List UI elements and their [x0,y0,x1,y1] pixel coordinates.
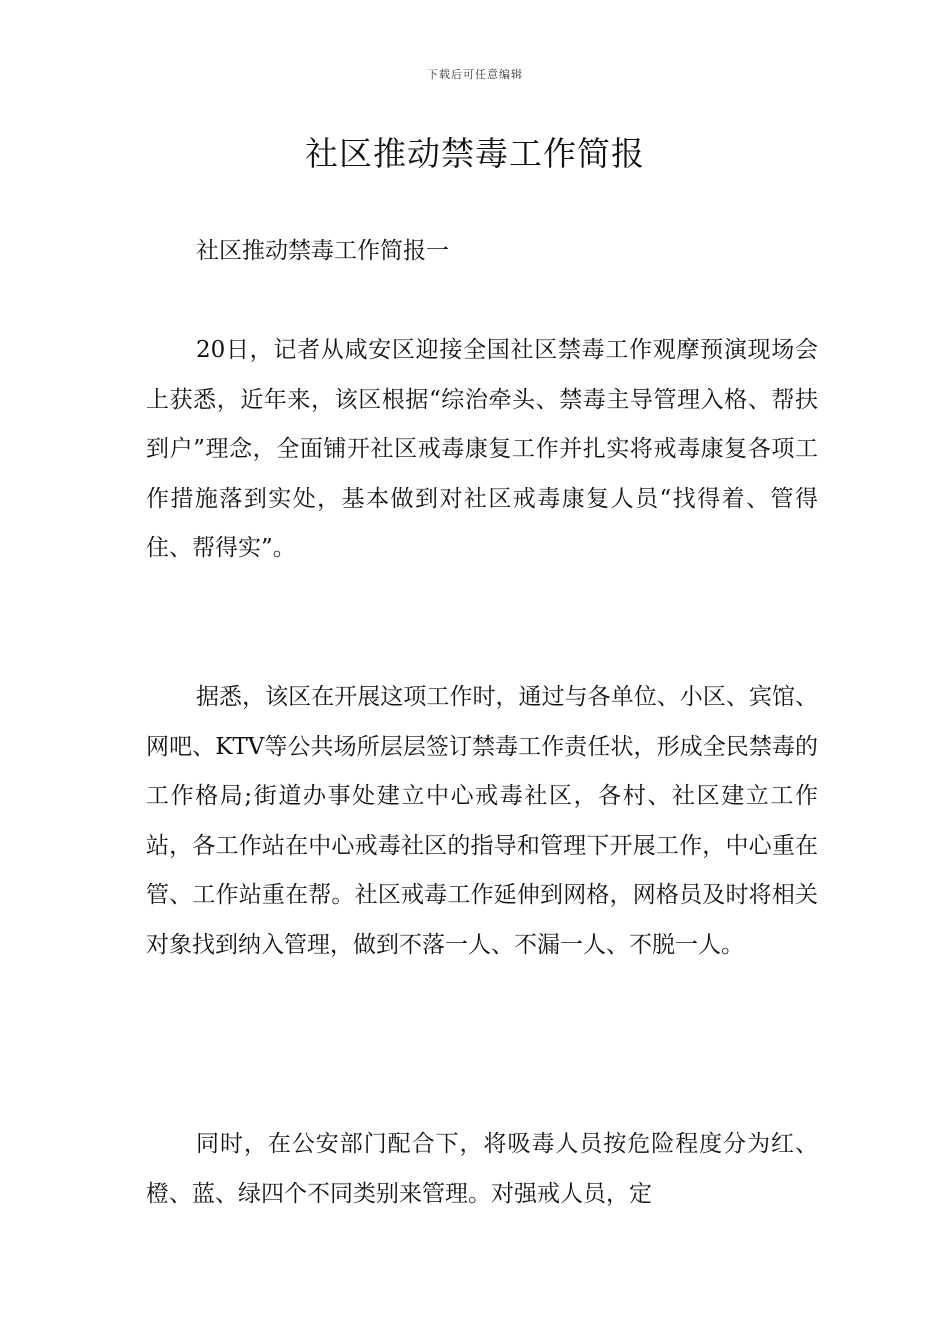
document-title: 社区推动禁毒工作简报 [305,134,645,173]
document-subtitle: 社区推动禁毒工作简报一 [196,238,449,264]
paragraph-2: 据悉，该区在开展这项工作时，通过与各单位、小区、宾馆、网吧、KTV等公共场所层层签订禁毒工作责任状，形成全民禁毒的工作格局;街道办事处建立中心戒毒社区，各村、社区建立工作站，各工作站在中心戒毒社区的指导和管理下开展工作，中心重在管、工作站重在帮。社区戒毒工作延伸到网格，网格员及时将相关对象找到纳入管理，做到不落一人、不漏一人、不脱一人。 [146,684,818,958]
header-note: 下载后可任意编辑 [427,68,523,81]
paragraph-1: 20日，记者从咸安区迎接全国社区禁毒工作观摩预演现场会上获悉，近年来，该区根据“综治牵头、禁毒主导管理入格、帮扶到户”理念，全面铺开社区戒毒康复工作并扎实将戒毒康复各项工作措施落到实处，基本做到对社区戒毒康复人员“找得着、管得住、帮得实”。 [146,337,818,561]
paragraph-3: 同时，在公安部门配合下，将吸毒人员按危险程度分为红、橙、蓝、绿四个不同类别来管理。对强戒人员，定 [146,1131,818,1207]
